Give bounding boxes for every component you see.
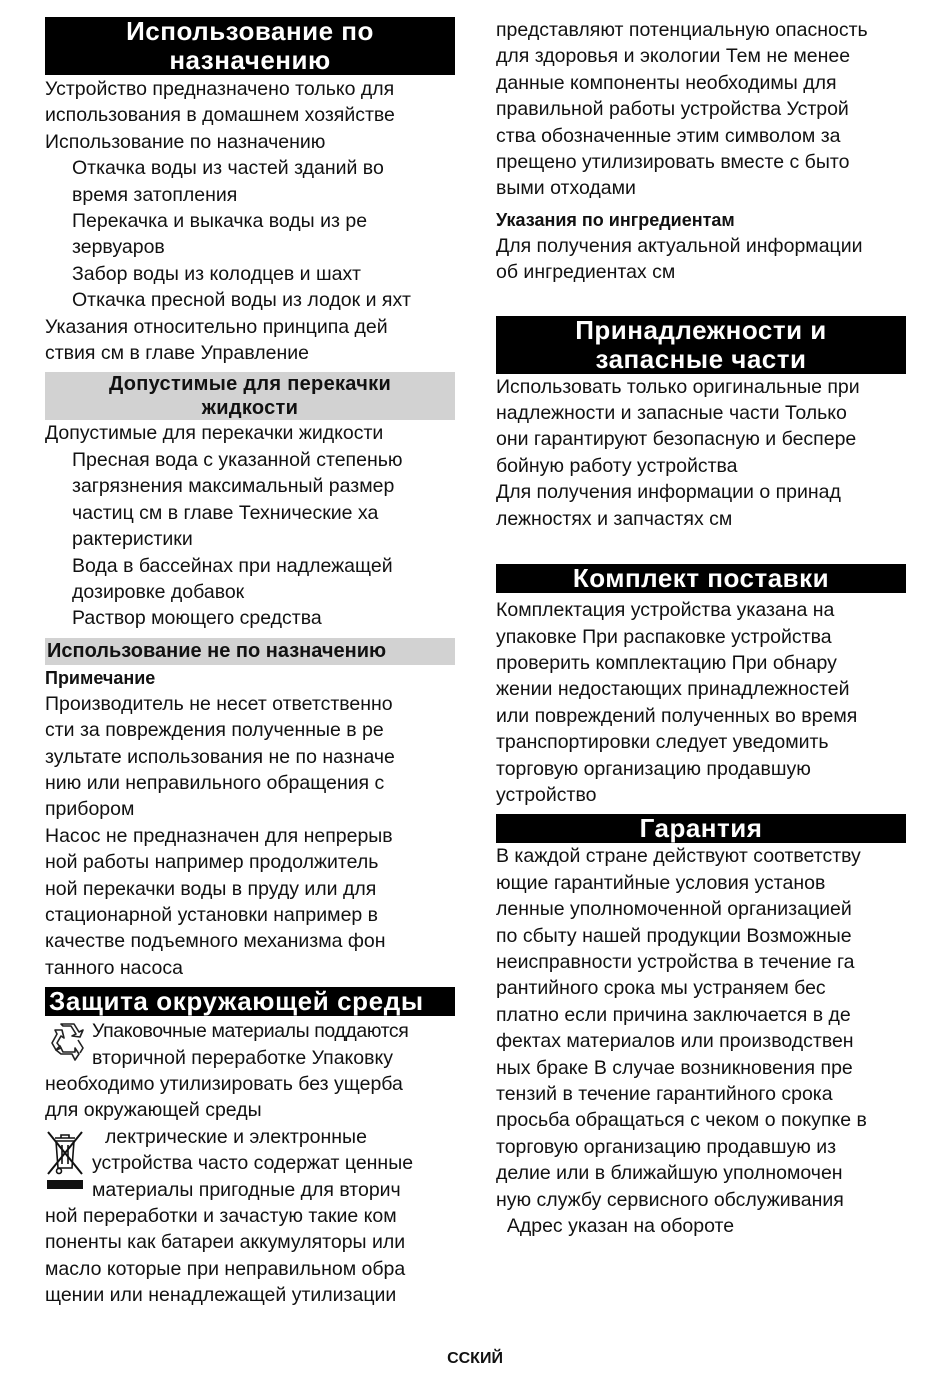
environment-continued bbox=[496, 17, 906, 202]
text-line: Комплектация устройства указана на bbox=[496, 599, 835, 622]
text-line: сти за повреждения полученные в ре bbox=[45, 719, 384, 742]
text-line: или повреждений полученных во время bbox=[496, 704, 858, 727]
recycle-icon bbox=[45, 1020, 89, 1069]
text-line: ной переработки и зачастую такие ком bbox=[45, 1205, 397, 1228]
accessories-section bbox=[496, 374, 906, 532]
text-line: данные компоненты необходимы для bbox=[496, 71, 837, 94]
heading-usage: Использование по назначению bbox=[45, 17, 455, 75]
text-line: тензий в течение гарантийного срока bbox=[496, 1083, 833, 1105]
recycle-block bbox=[45, 1018, 455, 1124]
text-line: надлежности и запасные части Только bbox=[496, 402, 847, 425]
text-line: зультате использования не по назначе bbox=[45, 745, 395, 768]
text-line: масло которые при неправильном обра bbox=[45, 1257, 406, 1280]
list-item: Вода в бассейнах при надлежащей bbox=[72, 554, 393, 577]
text-line: необходимо утилизировать без ущерба bbox=[45, 1073, 403, 1095]
text-line: поненты как батареи аккумуляторы или bbox=[45, 1231, 406, 1254]
text-line: торговую организацию продавшую bbox=[496, 757, 811, 780]
text-line: об ингредиентах см bbox=[496, 261, 676, 284]
text-line: ной перекачки воды в пруду или для bbox=[45, 877, 377, 900]
weee-block bbox=[45, 1124, 455, 1309]
left-column bbox=[45, 0, 455, 1309]
right-column bbox=[496, 0, 906, 1239]
list-item: Забор воды из колодцев и шахт bbox=[72, 262, 361, 285]
text-line: нию или неправильного обращения с bbox=[45, 771, 385, 794]
text-line: качестве подъемного механизма фон bbox=[45, 930, 386, 953]
text-line: Допустимые для перекачки жидкости bbox=[45, 422, 384, 445]
text-line: бойную работу устройства bbox=[496, 454, 738, 477]
delivery-section bbox=[496, 597, 906, 808]
text-line: Производитель не несет ответственно bbox=[45, 692, 393, 715]
list-item: загрязнения максимальный размер bbox=[72, 475, 395, 498]
heading-delivery: Комплект поставки bbox=[496, 564, 906, 593]
list-item: Перекачка и выкачка воды из ре bbox=[72, 210, 368, 233]
heading-liquids: Допустимые для перекачки жидкости bbox=[45, 372, 455, 420]
page-footer-language: ССКИЙ bbox=[447, 1350, 503, 1367]
text-line: прибором bbox=[45, 798, 135, 821]
list-item: Раствор моющего средства bbox=[72, 607, 322, 630]
list-item: Откачка воды из частей зданий во bbox=[72, 157, 384, 180]
text-line: Для получения информации о принад bbox=[496, 481, 841, 504]
list-item: Пресная вода с указанной степенью bbox=[72, 448, 403, 471]
text-line: Адрес указан на обороте bbox=[496, 1215, 735, 1238]
heading-accessories: Принадлежности и запасные части bbox=[496, 316, 906, 374]
text-line: для окружающей среды bbox=[45, 1099, 262, 1122]
text-line: Устройство предназначено только для bbox=[45, 78, 395, 100]
text-line: вторичной переработке Упаковку bbox=[92, 1046, 393, 1069]
text-line: Использовать только оригинальные при bbox=[496, 375, 860, 398]
text-line: материалы пригодные для вторич bbox=[92, 1178, 401, 1201]
text-line: ствия см в главе Управление bbox=[45, 342, 309, 365]
text-line: Указания относительно принципа дей bbox=[45, 315, 388, 338]
text-line: по сбыту нашей продукции Возможные bbox=[496, 924, 852, 947]
text-line: ства обозначенные этим символом за bbox=[496, 124, 841, 147]
list-item: Откачка пресной воды из лодок и яхт bbox=[72, 289, 411, 312]
note-label: Примечание bbox=[45, 667, 156, 688]
text-line: ющие гарантийные условия установ bbox=[496, 871, 826, 894]
warranty-section bbox=[496, 843, 906, 1239]
text-line: представляют потенциальную опасность bbox=[496, 19, 868, 41]
text-line: Использование по назначению bbox=[45, 130, 326, 153]
heading-warranty: Гарантия bbox=[496, 814, 906, 843]
text-line: щении или ненадлежащей утилизации bbox=[45, 1284, 397, 1307]
text-line: устройство bbox=[496, 783, 597, 806]
usage-section bbox=[45, 76, 455, 366]
text-line: устройства часто содержат ценные bbox=[92, 1152, 414, 1175]
text-line: В каждой стране действуют соответству bbox=[496, 845, 861, 868]
text-line: платно если причина заключается в де bbox=[496, 1003, 851, 1026]
text-line: просьба обращаться с чеком о покупке в bbox=[496, 1109, 867, 1132]
text-line: прещено утилизировать вместе с быто bbox=[496, 151, 850, 174]
text-line: упаковке При распаковке устройства bbox=[496, 625, 832, 648]
text-line: Насос не предназначен для непрерыв bbox=[45, 824, 393, 847]
text-line: Для получения актуальной информации bbox=[496, 234, 863, 257]
text-line: они гарантируют безопасную и беспере bbox=[496, 428, 857, 451]
text-line: лежностях и запчастях см bbox=[496, 507, 733, 530]
text-line: торговую организацию продавшую из bbox=[496, 1135, 837, 1158]
heading-ingredients: Указания по ингредиентам bbox=[496, 209, 735, 230]
heading-environment: Защита окружающей среды bbox=[45, 987, 455, 1016]
text-line: неисправности устройства в течение га bbox=[496, 950, 855, 973]
list-item: частиц см в главе Технические ха bbox=[72, 501, 379, 524]
text-line: лектрические и электронные bbox=[105, 1125, 367, 1148]
liquids-section bbox=[45, 420, 455, 631]
text-line: фектах материалов или производствен bbox=[496, 1030, 854, 1053]
list-item: дозировке добавок bbox=[72, 580, 245, 603]
text-line: выми отходами bbox=[496, 177, 636, 200]
text-line: правильной работы устройства Устрой bbox=[496, 98, 849, 121]
text-line: проверить комплектацию При обнару bbox=[496, 651, 837, 674]
text-line: танного насоса bbox=[45, 956, 183, 979]
text-line: использования в домашнем хозяйстве bbox=[45, 104, 395, 127]
text-line: ную службу сервисного обслуживания bbox=[496, 1188, 844, 1211]
heading-misuse: Использование не по назначению bbox=[45, 638, 455, 665]
text-line: ленные уполномоченной организацией bbox=[496, 898, 852, 921]
text-line: транспортировки следует уведомить bbox=[496, 731, 829, 754]
list-item: время затопления bbox=[72, 183, 238, 206]
text-line: Упаковочные материалы поддаются bbox=[92, 1020, 409, 1043]
crossed-bin-icon bbox=[45, 1128, 85, 1199]
text-line: стационарной установки например в bbox=[45, 903, 379, 926]
text-line: делие или в ближайшую уполномочен bbox=[496, 1162, 843, 1185]
text-line: ных браке В случае возникновения пре bbox=[496, 1056, 853, 1079]
list-item: зервуаров bbox=[72, 236, 165, 259]
text-line: ной работы например продолжитель bbox=[45, 851, 379, 874]
text-line: рантийного срока мы устраняем бес bbox=[496, 977, 826, 1000]
list-item: рактеристики bbox=[72, 528, 193, 551]
misuse-section bbox=[45, 691, 455, 981]
text-line: для здоровья и экологии Тем не менее bbox=[496, 45, 851, 68]
text-line: жении недостающих принадлежностей bbox=[496, 678, 850, 701]
